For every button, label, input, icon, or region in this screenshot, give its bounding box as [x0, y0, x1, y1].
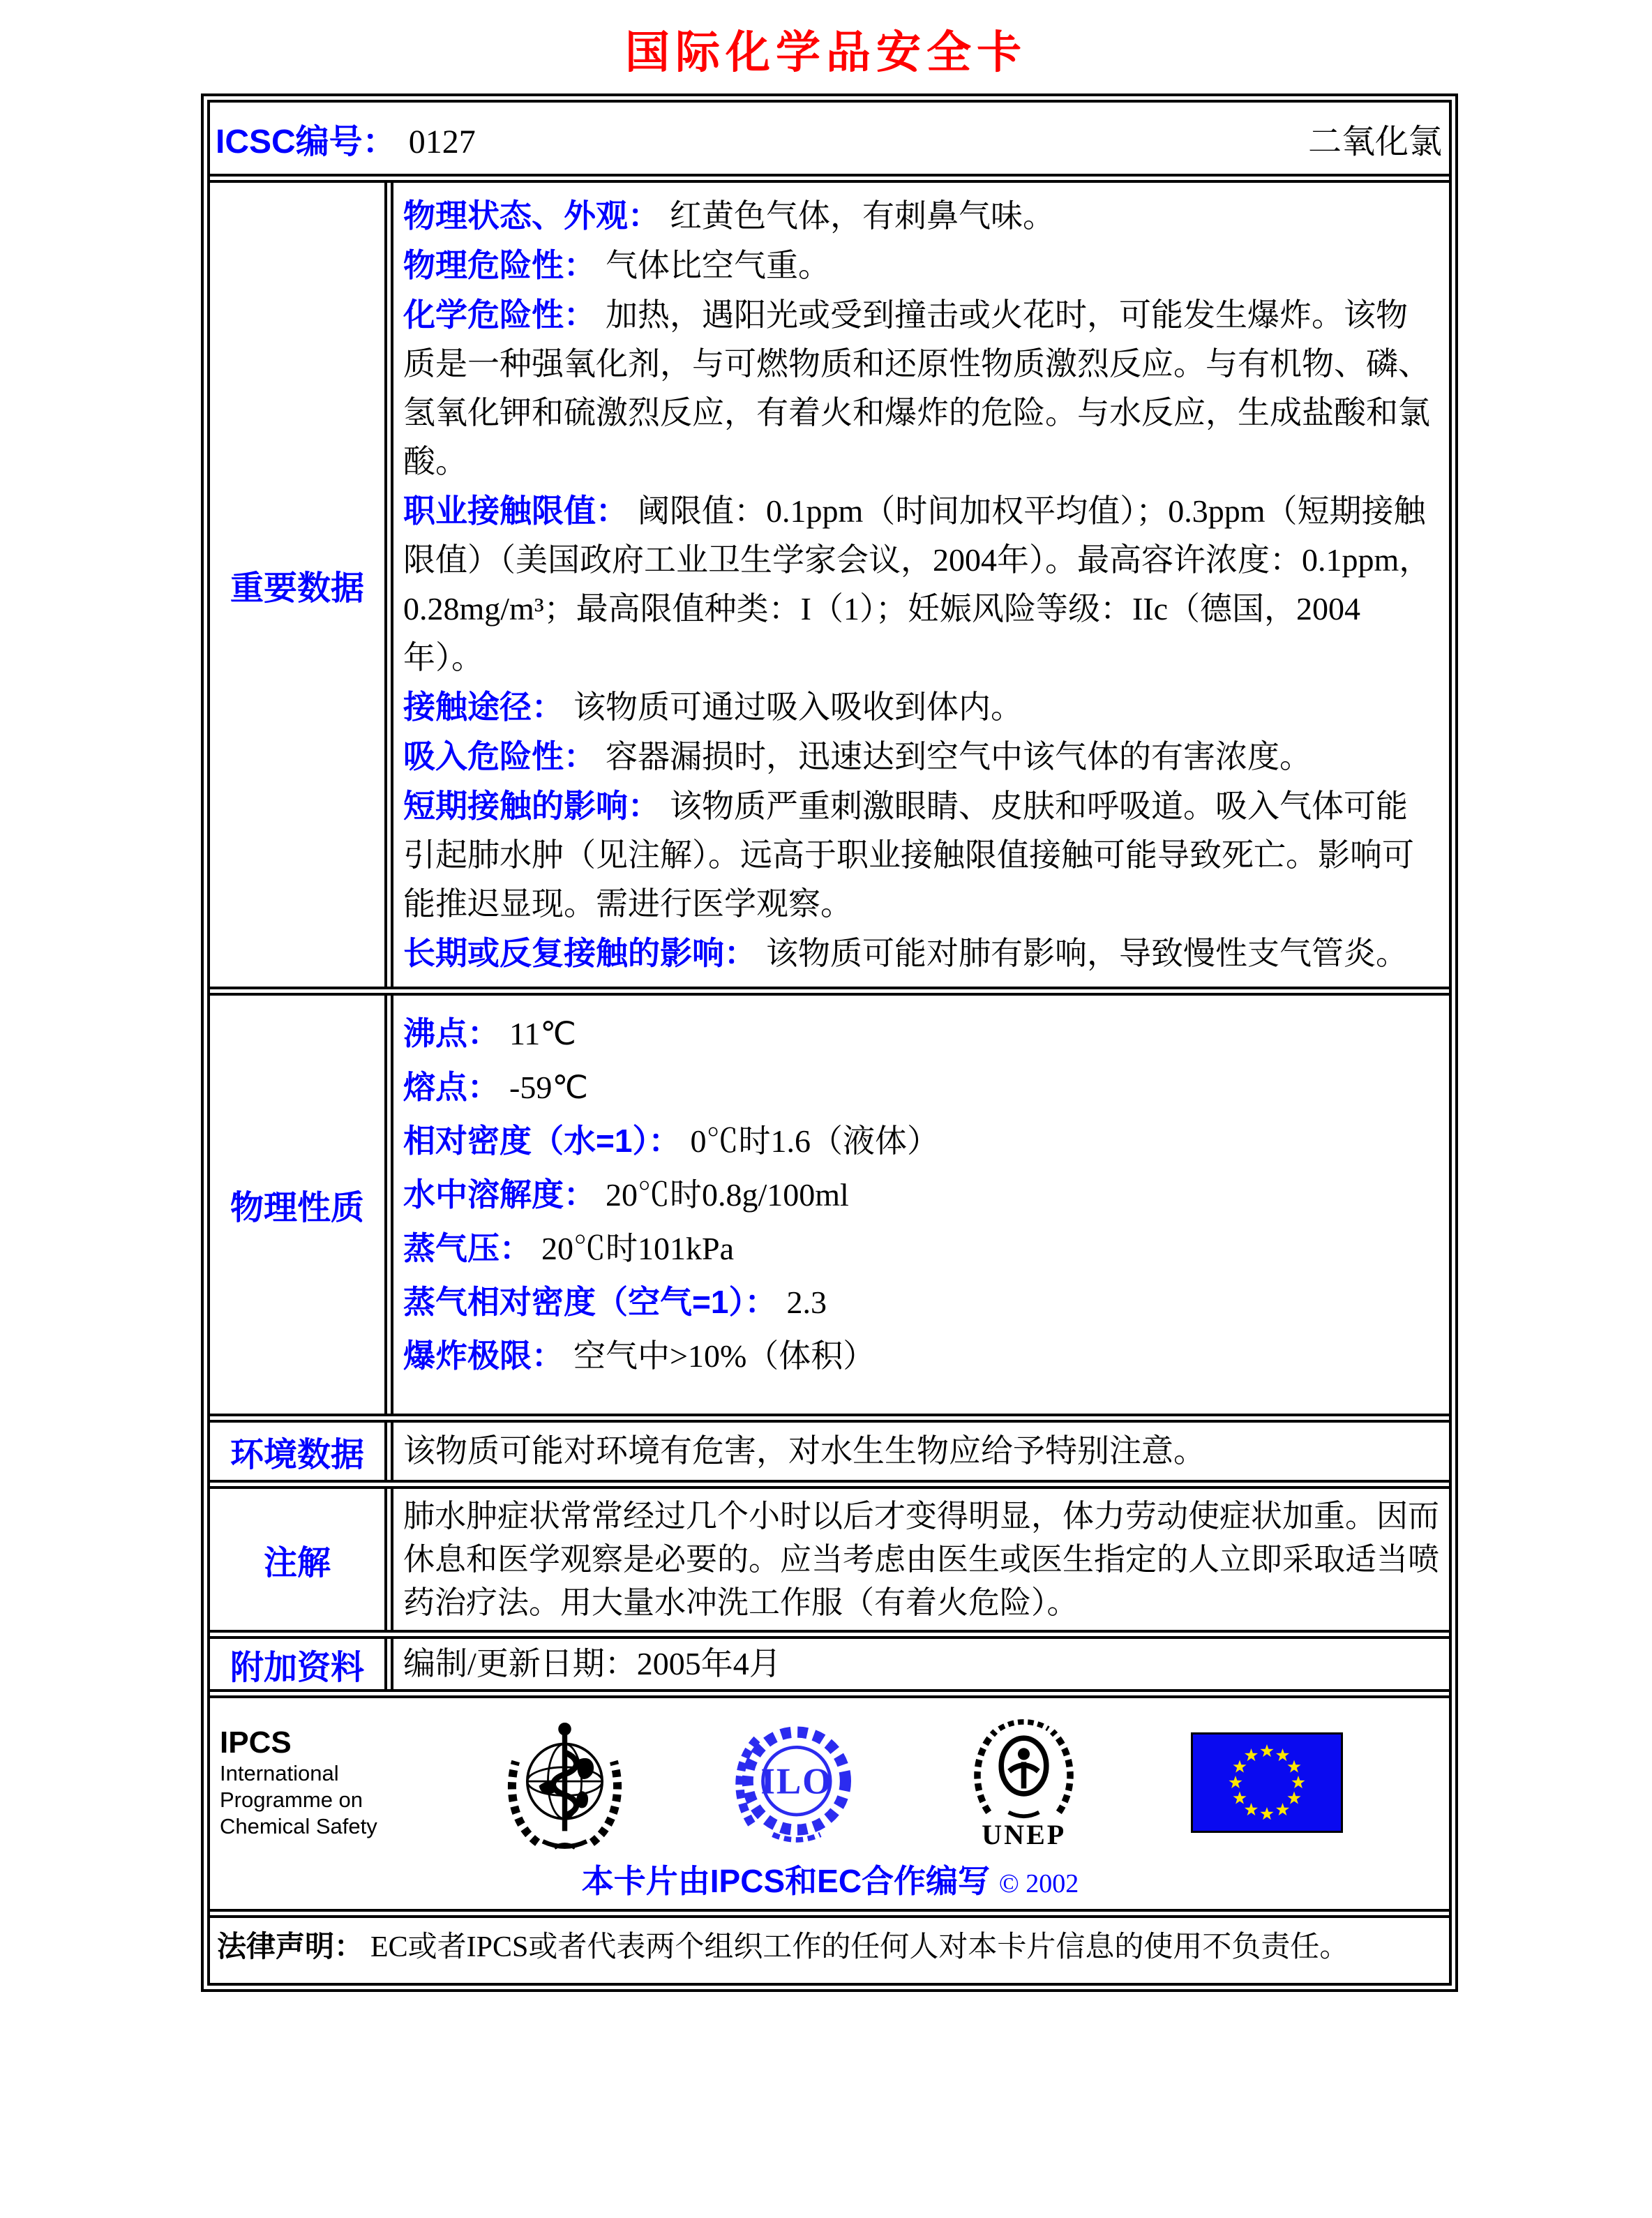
ipcs-subtitle-line: International [220, 1761, 339, 1785]
field-relative-density [403, 1114, 1439, 1168]
legal-label: 法律声明： [217, 1930, 364, 1963]
legal-row [210, 1909, 1449, 1983]
field-label: 水中溶解度： [403, 1176, 596, 1213]
environmental-data-content [384, 1423, 1449, 1480]
field-text: 阈限值：0.1ppm（时间加权平均值）；0.3ppm（短期接触限值）（美国政府工业卫生学家会议，2004年）。最高容许浓度：0.1ppm，0.28mg/m³；最高限值种类：I（1）；妊娠风险等级：IIc（德国，2004年）。 [403, 493, 1432, 675]
field-text: 气体比空气重。 [606, 248, 830, 283]
field-label: 爆炸极限： [403, 1337, 564, 1374]
field-melting-point [403, 1061, 1439, 1114]
row-label-environmental-data: 环境数据 [230, 1436, 364, 1474]
field-text: 该物质严重刺激眼睛、皮肤和呼吸道。吸入气体可能引起肺水肿（见注解）。远高于职业接触限值接触可能导致死亡。影响可能推迟显现。需进行医学观察。 [403, 788, 1414, 922]
additional-information-row [210, 1630, 1449, 1689]
field-label: 蒸气压： [403, 1230, 532, 1266]
icsc-number-label: ICSC编号： [216, 123, 396, 160]
physical-properties-content [384, 996, 1449, 1414]
field-text: 加热，遇阳光或受到撞击或火花时，可能发生爆炸。该物质是一种强氧化剂，与可燃物质和还原性物质激烈反应。与有机物、磷、氢氧化钾和硫激烈反应，有着火和爆炸的危险。与水反应，生成盐酸和氯酸。 [403, 297, 1430, 479]
notes-text: 肺水肿症状常常经过几个小时以后才变得明显，体力劳动使症状加重。因而休息和医学观察是必要的。应当考虑由医生或医生指定的人立即采取适当喷药治疗法。用大量水冲洗工作服（有着火危险）。 [403, 1499, 1440, 1620]
unep-label: UNEP [982, 1819, 1067, 1850]
unep-logo-icon [959, 1714, 1088, 1819]
field-text: 20℃时101kPa [541, 1231, 734, 1266]
row-label-notes: 注解 [263, 1544, 331, 1582]
field-label: 蒸气相对密度（空气=1）： [403, 1284, 777, 1320]
field-label: 沸点： [403, 1015, 500, 1051]
field-water-solubility [403, 1168, 1439, 1222]
additional-information-text: 编制/更新日期：2005年4月 [403, 1646, 781, 1681]
environmental-data-row [210, 1414, 1449, 1480]
notes-row [210, 1480, 1449, 1630]
caption-text: 本卡片由IPCS和EC合作编写 [581, 1863, 991, 1899]
header-row [210, 103, 1449, 174]
icsc-number-value: 0127 [408, 123, 476, 160]
field-boiling-point [403, 1007, 1439, 1061]
eu-flag-icon [1191, 1732, 1343, 1833]
field-label: 职业接触限值： [403, 493, 628, 529]
row-label-physical-properties: 物理性质 [230, 1190, 364, 1227]
field-label: 物理状态、外观： [403, 197, 660, 234]
field-vapor-pressure [403, 1222, 1439, 1275]
important-data-row [210, 174, 1449, 987]
copyright-text: © 2002 [998, 1869, 1079, 1898]
field-physical-state [403, 191, 1439, 241]
physical-properties-row [210, 987, 1449, 1414]
field-text: 红黄色气体，有刺鼻气味。 [670, 198, 1055, 234]
ilo-logo-icon [732, 1716, 857, 1849]
ipcs-subtitle-line: Programme on [220, 1788, 363, 1812]
field-text: 容器漏损时，迅速达到空气中该气体的有害浓度。 [606, 739, 1312, 774]
ipcs-subtitle-line: Chemical Safety [220, 1814, 377, 1838]
logos-row [210, 1689, 1449, 1909]
field-text: 该物质可能对肺有影响，导致慢性支气管炎。 [766, 936, 1408, 971]
row-label-additional-information: 附加资料 [230, 1649, 364, 1686]
ipcs-subtitle [220, 1760, 398, 1840]
field-label: 化学危险性： [403, 297, 596, 333]
environmental-data-text: 该物质可能对环境有危害，对水生生物应给予特别注意。 [403, 1433, 1206, 1469]
legal-text: EC或者IPCS或者代表两个组织工作的任何人对本卡片信息的使用不负责任。 [370, 1931, 1349, 1963]
important-data-content [384, 183, 1449, 987]
field-label: 吸入危险性： [403, 738, 596, 774]
ipcs-text-block [220, 1725, 398, 1840]
field-text: 该物质可通过吸入吸收到体内。 [573, 689, 1023, 725]
field-label: 相对密度（水=1）： [403, 1123, 681, 1159]
ilo-letters: ILO [760, 1761, 832, 1802]
field-short-term-effects [403, 781, 1439, 929]
field-text: 0℃时1.6（液体） [690, 1123, 939, 1159]
field-vapor-relative-density [403, 1275, 1439, 1329]
page-title: 国际化学品安全卡 [625, 27, 1027, 77]
field-label: 短期接触的影响： [403, 788, 660, 824]
field-long-term-effects [403, 929, 1439, 978]
logos-line [220, 1711, 1441, 1854]
field-text: 11℃ [509, 1016, 576, 1051]
additional-information-content [384, 1639, 1449, 1689]
field-physical-danger [403, 241, 1439, 290]
field-inhalation-risk [403, 732, 1439, 781]
field-label: 长期或反复接触的影响： [403, 935, 756, 971]
field-text: 空气中>10%（体积） [573, 1338, 876, 1374]
field-chemical-danger [403, 290, 1439, 486]
field-explosive-limits [403, 1329, 1439, 1383]
icsc-number-group [216, 114, 476, 163]
ipcs-title: IPCS [220, 1725, 292, 1760]
field-occupational-exposure-limits [403, 486, 1439, 682]
safety-card-table [201, 93, 1458, 1992]
unep-logo-block [959, 1714, 1088, 1851]
row-label-important-data: 重要数据 [230, 569, 364, 607]
field-label: 物理危险性： [403, 247, 596, 283]
cooperation-caption [220, 1861, 1441, 1903]
field-text: 2.3 [786, 1284, 827, 1320]
field-text: 20℃时0.8g/100ml [606, 1177, 849, 1213]
field-routes-of-exposure [403, 682, 1439, 732]
chemical-name: 二氧化氯 [1307, 123, 1442, 160]
field-label: 熔点： [403, 1069, 500, 1105]
field-text: -59℃ [509, 1070, 588, 1105]
field-label: 接触途径： [403, 689, 564, 725]
notes-content [384, 1489, 1449, 1630]
who-logo-icon [500, 1713, 629, 1852]
